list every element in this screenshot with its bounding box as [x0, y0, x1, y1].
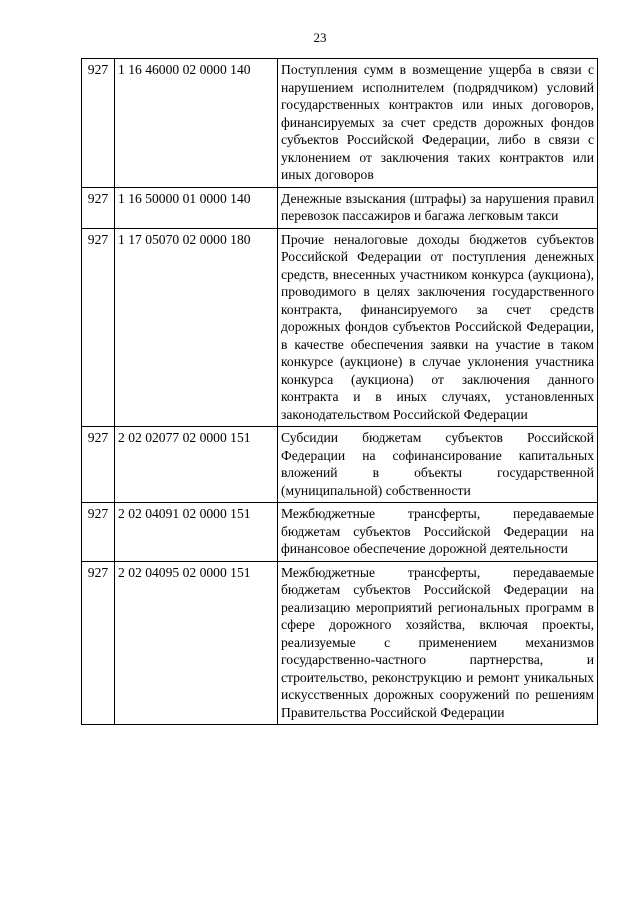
revenue-name-cell: Субсидии бюджетам субъектов Российской Федерации на софинансирование капитальных вложений в объекты государственной (муниципальной) собственности	[278, 427, 598, 503]
table-row	[82, 228, 598, 427]
admin-code-cell: 927	[82, 187, 115, 228]
table-row	[82, 427, 598, 503]
revenue-codes-table	[81, 58, 598, 725]
budget-code-cell: 2 02 02077 02 0000 151	[115, 427, 278, 503]
admin-code-cell: 927	[82, 503, 115, 562]
admin-code-cell: 927	[82, 228, 115, 427]
budget-code-cell: 1 17 05070 02 0000 180	[115, 228, 278, 427]
budget-code-cell: 1 16 50000 01 0000 140	[115, 187, 278, 228]
revenue-name-cell: Денежные взыскания (штрафы) за нарушения правил перевозок пассажиров и багажа легковым такси	[278, 187, 598, 228]
admin-code-cell: 927	[82, 59, 115, 188]
admin-code-cell: 927	[82, 561, 115, 725]
table-row	[82, 561, 598, 725]
revenue-name-cell: Межбюджетные трансферты, передаваемые бюджетам субъектов Российской Федерации на финансовое обеспечение дорожной деятельности	[278, 503, 598, 562]
table-row	[82, 187, 598, 228]
revenue-name-cell: Поступления сумм в возмещение ущерба в связи с нарушением исполнителем (подрядчиком) условий государственных контрактов или иных договоров, финансируемых за счет средств дорожных фондов субъектов Российской Федерации, либо в связи с уклонением от заключения таких контрактов или иных договоров	[278, 59, 598, 188]
admin-code-cell: 927	[82, 427, 115, 503]
page-number: 23	[313, 30, 327, 45]
revenue-name-cell: Прочие неналоговые доходы бюджетов субъектов Российской Федерации от поступления денежных средств, внесенных участником конкурса (аукциона), проводимого в целях заключения государственного контракта, финансируемого за счет средств дорожных фондов субъектов Российской Федерации, в качестве обеспечения заявки на участие в таком конкурсе (аукционе) в случае уклонения участника конкурса (аукциона) от заключения данного контракта и в иных случаях, установленных законодательством Российской Федерации	[278, 228, 598, 427]
table-row	[82, 503, 598, 562]
budget-code-cell: 2 02 04095 02 0000 151	[115, 561, 278, 725]
budget-code-cell: 2 02 04091 02 0000 151	[115, 503, 278, 562]
budget-code-cell: 1 16 46000 02 0000 140	[115, 59, 278, 188]
revenue-name-cell: Межбюджетные трансферты, передаваемые бюджетам субъектов Российской Федерации на реализацию мероприятий региональных программ в сфере дорожного хозяйства, включая проекты, реализуемые с применением механизмов государственно-частного партнерства, и строительство, реконструкцию и ремонт уникальных искусственных дорожных сооружений по решениям Правительства Российской Федерации	[278, 561, 598, 725]
table-row	[82, 59, 598, 188]
